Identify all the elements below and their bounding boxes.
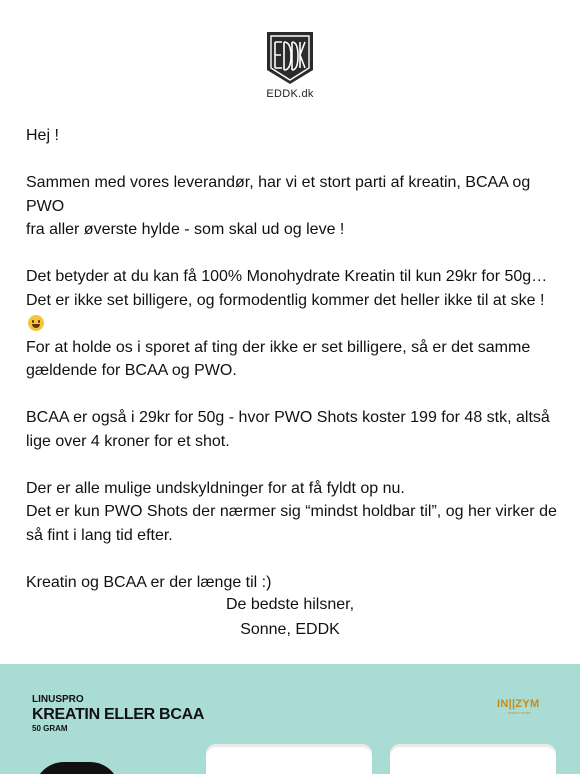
- paragraph-4-line-2: Det er kun PWO Shots der nærmer sig “mindst holdbar til”, og her virker de: [26, 503, 557, 520]
- signoff-line-2: Sonne, EDDK: [240, 621, 340, 638]
- product-jar-bcaa: [390, 744, 556, 774]
- paragraph-1-line-2: fra aller øverste hylde - som skal ud og leve !: [26, 221, 345, 238]
- banner-product-title: KREATIN ELLER BCAA: [32, 706, 205, 723]
- paragraph-2-line-4: gældende for BCAA og PWO.: [26, 362, 237, 379]
- email-body: [26, 124, 561, 618]
- partner-logo: IN||ZYM: [497, 698, 540, 710]
- signoff: [0, 592, 580, 642]
- grinning-emoji-icon: [28, 315, 44, 331]
- paragraph-1-line-1: Sammen med vores leverandør, har vi et stort parti af kreatin, BCAA og PWO: [26, 174, 531, 215]
- banner-weight: 50 GRAM: [32, 724, 68, 733]
- paragraph-4-line-3: så fint i lang tid efter.: [26, 526, 173, 544]
- product-jar-kreatin: [206, 744, 372, 774]
- logo[interactable]: [0, 30, 580, 100]
- paragraph-2-line-2: Det er ikke set billigere, og formodentlig kommer det heller ikke til at ske !: [26, 291, 545, 309]
- paragraph-1: [26, 171, 561, 242]
- partner-logo-subtext: NORDIC SPORT: [508, 711, 531, 715]
- badge-shape: [34, 762, 120, 774]
- paragraph-3-line-2: lige over 4 kroner for et shot.: [26, 432, 230, 450]
- paragraph-2-line-1: Det betyder at du kan få 100% Monohydrate Kreatin til kun 29kr for 50g…: [26, 268, 548, 285]
- paragraph-4: [26, 477, 561, 548]
- paragraph-3: [26, 406, 561, 453]
- signoff-line-1: De bedste hilsner,: [225, 596, 355, 613]
- logo-text: EDDK.dk: [266, 88, 314, 100]
- paragraph-4-line-1: Der er alle mulige undskyldninger for at få fyldt op nu.: [26, 479, 405, 497]
- paragraph-3-line-1: BCAA er også i 29kr for 50g - hvor PWO Shots koster 199 for 48 stk, altså: [26, 409, 550, 426]
- paragraph-2: [26, 265, 561, 383]
- shield-logo-icon: [265, 30, 315, 86]
- product-banner[interactable]: [0, 664, 580, 774]
- paragraph-2-line-3: For at holde os i sporet af ting der ikke er set billigere, så er det samme: [26, 338, 531, 356]
- banner-brand: LINUSPRO: [32, 694, 84, 705]
- paragraph-5: Kreatin og BCAA er der længe til :): [26, 573, 272, 591]
- greeting: Hej !: [26, 127, 59, 144]
